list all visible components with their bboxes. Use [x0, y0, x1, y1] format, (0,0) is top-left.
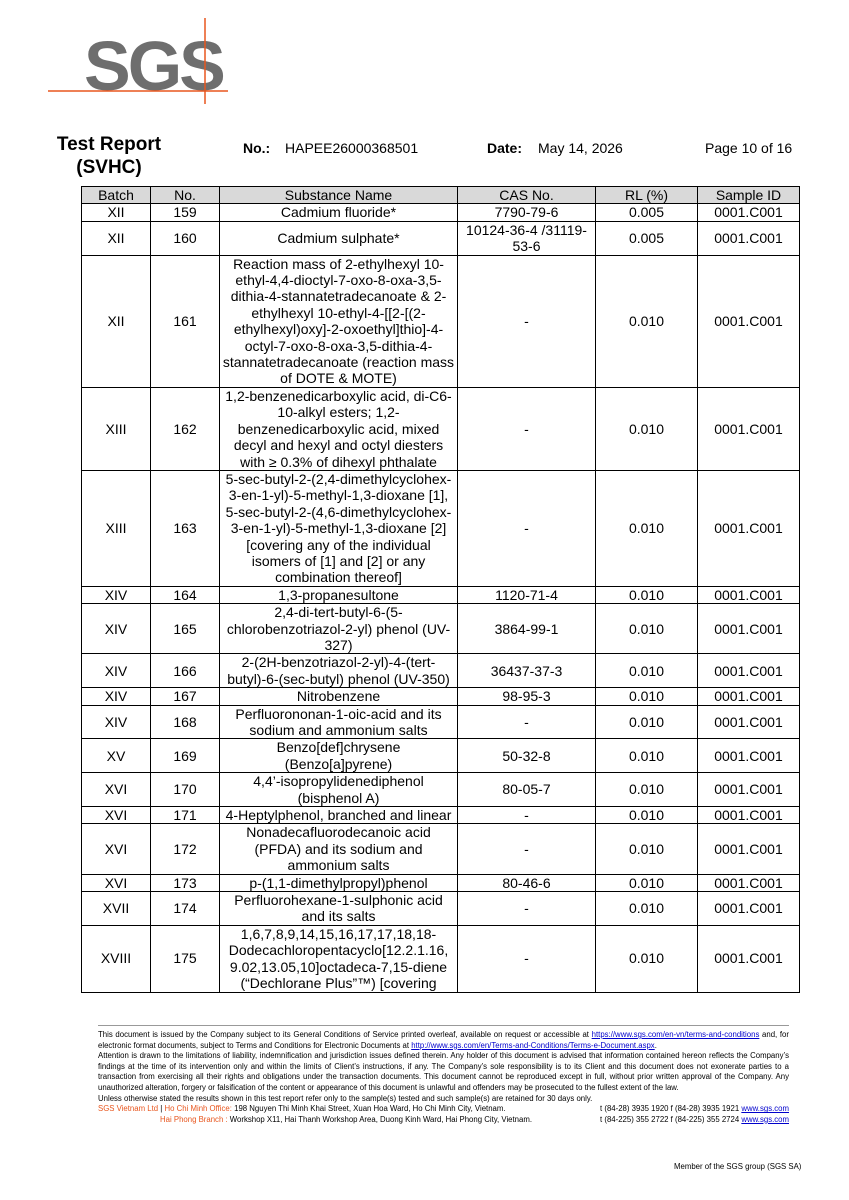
- report-date-value: May 14, 2026: [538, 140, 623, 156]
- report-number-label: No.:: [243, 140, 271, 156]
- footer-hp-branch: [98, 1115, 789, 1126]
- cell-sample-id: 0001.C001: [698, 221, 800, 255]
- cell-no: 168: [151, 705, 220, 739]
- footer-hcm-office: SGS Vietnam Ltd | Ho Chi Minh Office: 198 Nguyen Thi Minh Khai Street, Xuan Hoa Ward, Ho Chi Minh City, Vietnam. t (84-28) 3935 1920 f (84-28) 3935 1921 www.sgs.com: [98, 1104, 789, 1114]
- page-indicator: Page 10 of 16: [705, 140, 793, 156]
- cell-no: 159: [151, 204, 220, 221]
- report-number-value: HAPEE26000368501: [285, 140, 419, 156]
- cell-rl: 0.010: [596, 688, 698, 705]
- cell-substance-name: Benzo[def]chrysene (Benzo[a]pyrene): [220, 739, 458, 773]
- cell-rl: 0.010: [596, 739, 698, 773]
- report-title-line2: (SVHC): [76, 157, 142, 178]
- cell-cas-no: 1120-71-4: [458, 586, 596, 603]
- svhc-results-table: [81, 186, 800, 993]
- cell-batch: XIV: [82, 688, 151, 705]
- table-row: [82, 705, 800, 739]
- table-row: [82, 221, 800, 255]
- table-row: [82, 739, 800, 773]
- hp-branch-address: Workshop X11, Hai Thanh Workshop Area, Duong Kinh Ward, Hai Phong City, Vietnam.: [229, 1114, 533, 1124]
- table-row: [82, 586, 800, 603]
- table-row: [82, 470, 800, 586]
- cell-cas-no: -: [458, 807, 596, 824]
- cell-cas-no: 98-95-3: [458, 688, 596, 705]
- cell-substance-name: Perfluorohexane-1-sulphonic acid and its salts: [220, 892, 458, 926]
- cell-cas-no: -: [458, 824, 596, 874]
- hp-branch-label: Hai Phong Branch :: [160, 1114, 228, 1124]
- cell-no: 172: [151, 824, 220, 874]
- cell-sample-id: 0001.C001: [698, 255, 800, 387]
- cell-cas-no: 80-05-7: [458, 773, 596, 807]
- table-row: [82, 773, 800, 807]
- cell-sample-id: 0001.C001: [698, 586, 800, 603]
- cell-no: 169: [151, 739, 220, 773]
- terms-link[interactable]: https://www.sgs.com/en-vn/terms-and-conditions: [591, 1030, 760, 1039]
- table-row: [82, 387, 800, 470]
- hp-branch-contact: t (84-225) 355 2722 f (84-225) 355 2724: [600, 1114, 742, 1124]
- cell-cas-no: -: [458, 892, 596, 926]
- cell-no: 162: [151, 387, 220, 470]
- cell-sample-id: 0001.C001: [698, 925, 800, 992]
- table-body: [82, 204, 800, 992]
- cell-substance-name: 1,2-benzenedicarboxylic acid, di-C6-10-alkyl esters; 1,2-benzenedicarboxylic acid, mixed decyl and hexyl and octyl diesters with ≥ 0.3% of dihexyl phthalate: [220, 387, 458, 470]
- cell-sample-id: 0001.C001: [698, 824, 800, 874]
- cell-batch: XIV: [82, 604, 151, 654]
- cell-batch: XIII: [82, 387, 151, 470]
- table-row: [82, 204, 800, 221]
- cell-cas-no: 50-32-8: [458, 739, 596, 773]
- report-title: [44, 133, 174, 179]
- cell-rl: 0.010: [596, 892, 698, 926]
- cell-cas-no: 7790-79-6: [458, 204, 596, 221]
- cell-sample-id: 0001.C001: [698, 654, 800, 688]
- cell-cas-no: 36437-37-3: [458, 654, 596, 688]
- cell-batch: XV: [82, 739, 151, 773]
- table-row: [82, 654, 800, 688]
- sgs-logo-text: SGS: [84, 27, 223, 105]
- footer-divider: [98, 1025, 789, 1026]
- table-row: [82, 892, 800, 926]
- cell-rl: 0.010: [596, 925, 698, 992]
- cell-batch: XII: [82, 255, 151, 387]
- table-row: [82, 255, 800, 387]
- col-header-batch: Batch: [82, 187, 151, 204]
- cell-sample-id: 0001.C001: [698, 705, 800, 739]
- cell-no: 160: [151, 221, 220, 255]
- table-row: [82, 807, 800, 824]
- table-row: [82, 688, 800, 705]
- hcm-website-link[interactable]: www.sgs.com: [741, 1104, 789, 1114]
- cell-no: 167: [151, 688, 220, 705]
- cell-substance-name: Nitrobenzene: [220, 688, 458, 705]
- cell-rl: 0.010: [596, 824, 698, 874]
- cell-no: 170: [151, 773, 220, 807]
- cell-substance-name: 2-(2H-benzotriazol-2-yl)-4-(tert-butyl)-6-(sec-butyl) phenol (UV-350): [220, 654, 458, 688]
- cell-rl: 0.010: [596, 470, 698, 586]
- cell-substance-name: 4,4’-isopropylidenediphenol (bisphenol A): [220, 773, 458, 807]
- cell-rl: 0.010: [596, 255, 698, 387]
- cell-no: 175: [151, 925, 220, 992]
- cell-sample-id: 0001.C001: [698, 470, 800, 586]
- footer-liability: Attention is drawn to the limitations of liability, indemnification and jurisdiction issues defined therein. Any holder of this document is advised that information contained hereon reflects the Company’s findings at the time of its intervention only and within the limits of Client’s instructions, if any. The Company’s sole responsibility is to its Client and this document does not exonerate parties to a transaction from exercising all their rights and obligations under the transaction documents. This document cannot be reproduced except in full, without prior written approval of the Company. Any unauthorized alteration, forgery or falsification of the content or appearance of this document is unlawful and offenders may be prosecuted to the fullest extent of the law.: [98, 1051, 789, 1092]
- col-header-no: No.: [151, 187, 220, 204]
- cell-no: 163: [151, 470, 220, 586]
- col-header-substance: Substance Name: [220, 187, 458, 204]
- col-header-rl: RL (%): [596, 187, 698, 204]
- cell-sample-id: 0001.C001: [698, 204, 800, 221]
- cell-sample-id: 0001.C001: [698, 387, 800, 470]
- cell-rl: 0.010: [596, 654, 698, 688]
- cell-cas-no: 10124-36-4 /31119-53-6: [458, 221, 596, 255]
- cell-rl: 0.010: [596, 604, 698, 654]
- cell-substance-name: Perfluorononan-1-oic-acid and its sodium and ammonium salts: [220, 705, 458, 739]
- footer-disclaimer: [98, 1030, 789, 1125]
- report-date-label: Date:: [487, 140, 523, 156]
- cell-batch: XVI: [82, 807, 151, 824]
- cell-cas-no: 80-46-6: [458, 874, 596, 891]
- cell-batch: XVII: [82, 892, 151, 926]
- hcm-office-contact: t (84-28) 3935 1920 f (84-28) 3935 1921: [600, 1104, 742, 1114]
- cell-substance-name: p-(1,1-dimethylpropyl)phenol: [220, 874, 458, 891]
- cell-sample-id: 0001.C001: [698, 604, 800, 654]
- cell-rl: 0.010: [596, 387, 698, 470]
- cell-no: 173: [151, 874, 220, 891]
- sgs-logo: [48, 18, 228, 108]
- cell-sample-id: 0001.C001: [698, 739, 800, 773]
- cell-substance-name: 4-Heptylphenol, branched and linear: [220, 807, 458, 824]
- cell-rl: 0.010: [596, 807, 698, 824]
- cell-sample-id: 0001.C001: [698, 773, 800, 807]
- hcm-office-label: Ho Chi Minh Office:: [164, 1104, 232, 1114]
- cell-batch: XVI: [82, 824, 151, 874]
- cell-rl: 0.010: [596, 705, 698, 739]
- report-title-line1: Test Report: [56, 134, 162, 155]
- cell-no: 164: [151, 586, 220, 603]
- cell-substance-name: 5-sec-butyl-2-(2,4-dimethylcyclohex-3-en-1-yl)-5-methyl-1,3-dioxane [1], 5-sec-butyl-2-(4,6-dimethylcyclohex-3-en-1-yl)-5-methyl-1,3-dioxane [2] [covering any of the individual isomers of [1] and [2] or any combination thereof]: [220, 470, 458, 586]
- cell-batch: XIV: [82, 705, 151, 739]
- cell-cas-no: -: [458, 705, 596, 739]
- table-row: [82, 604, 800, 654]
- cell-no: 166: [151, 654, 220, 688]
- sgs-group-membership: Member of the SGS group (SGS SA): [674, 1162, 802, 1171]
- cell-rl: 0.010: [596, 586, 698, 603]
- table-header-row: [82, 187, 800, 204]
- cell-cas-no: -: [458, 470, 596, 586]
- cell-sample-id: 0001.C001: [698, 892, 800, 926]
- cell-substance-name: 1,3-propanesultone: [220, 586, 458, 603]
- cell-cas-no: -: [458, 255, 596, 387]
- table-row: [82, 824, 800, 874]
- cell-substance-name: Reaction mass of 2-ethylhexyl 10-ethyl-4,4-dioctyl-7-oxo-8-oxa-3,5-dithia-4-stannatetradecanoate & 2-ethylhexyl 10-ethyl-4-[[2-[(2-ethylhexyl)oxy]-2-oxoethyl]thio]-4-octyl-7-oxo-8-oxa-3,5-dithia-4-stannatetradecanoate (reaction mass of DOTE & MOTE): [220, 255, 458, 387]
- hcm-office-address: 198 Nguyen Thi Minh Khai Street, Xuan Hoa Ward, Ho Chi Minh City, Vietnam.: [234, 1104, 506, 1114]
- col-header-cas: CAS No.: [458, 187, 596, 204]
- cell-no: 165: [151, 604, 220, 654]
- cell-cas-no: -: [458, 387, 596, 470]
- cell-batch: XVIII: [82, 925, 151, 992]
- cell-rl: 0.005: [596, 221, 698, 255]
- footer-terms: This document is issued by the Company subject to its General Conditions of Service printed overleaf, available on request or accessible at https://www.sgs.com/en-vn/terms-and-conditions and, for electronic format documents, subject to Terms and Conditions for Electronic Documents at http://www.sgs.com/en/Terms-and-Conditions/Terms-e-Document.aspx.: [98, 1030, 789, 1050]
- table-row: [82, 925, 800, 992]
- cell-rl: 0.010: [596, 773, 698, 807]
- cell-cas-no: 3864-99-1: [458, 604, 596, 654]
- cell-substance-name: Nonadecafluorodecanoic acid (PFDA) and its sodium and ammonium salts: [220, 824, 458, 874]
- footer-retention: Unless otherwise stated the results shown in this test report refer only to the sample(s) tested and such sample(s) are retained for 30 days only.: [98, 1093, 593, 1103]
- cell-rl: 0.005: [596, 204, 698, 221]
- cell-batch: XIV: [82, 586, 151, 603]
- e-document-terms-link[interactable]: http://www.sgs.com/en/Terms-and-Conditions/Terms-e-Document.aspx: [411, 1040, 655, 1050]
- col-header-sample-id: Sample ID: [698, 187, 800, 204]
- cell-batch: XII: [82, 221, 151, 255]
- cell-batch: XII: [82, 204, 151, 221]
- table-row: [82, 874, 800, 891]
- cell-no: 171: [151, 807, 220, 824]
- cell-batch: XIV: [82, 654, 151, 688]
- cell-no: 161: [151, 255, 220, 387]
- cell-substance-name: Cadmium sulphate*: [220, 221, 458, 255]
- cell-sample-id: 0001.C001: [698, 874, 800, 891]
- cell-no: 174: [151, 892, 220, 926]
- cell-sample-id: 0001.C001: [698, 807, 800, 824]
- cell-cas-no: -: [458, 925, 596, 992]
- company-name: SGS Vietnam Ltd: [98, 1104, 159, 1114]
- cell-substance-name: 2,4-di-tert-butyl-6-(5-chlorobenzotriazol-2-yl) phenol (UV-327): [220, 604, 458, 654]
- cell-batch: XVI: [82, 874, 151, 891]
- cell-rl: 0.010: [596, 874, 698, 891]
- hp-website-link[interactable]: www.sgs.com: [741, 1114, 789, 1124]
- cell-batch: XIII: [82, 470, 151, 586]
- cell-substance-name: 1,6,7,8,9,14,15,16,17,17,18,18-Dodecachloropentacyclo[12.2.1.16, 9.02,13.05,10]octadeca-7,15-diene (“Dechlorane Plus”™) [covering: [220, 925, 458, 992]
- cell-sample-id: 0001.C001: [698, 688, 800, 705]
- cell-batch: XVI: [82, 773, 151, 807]
- cell-substance-name: Cadmium fluoride*: [220, 204, 458, 221]
